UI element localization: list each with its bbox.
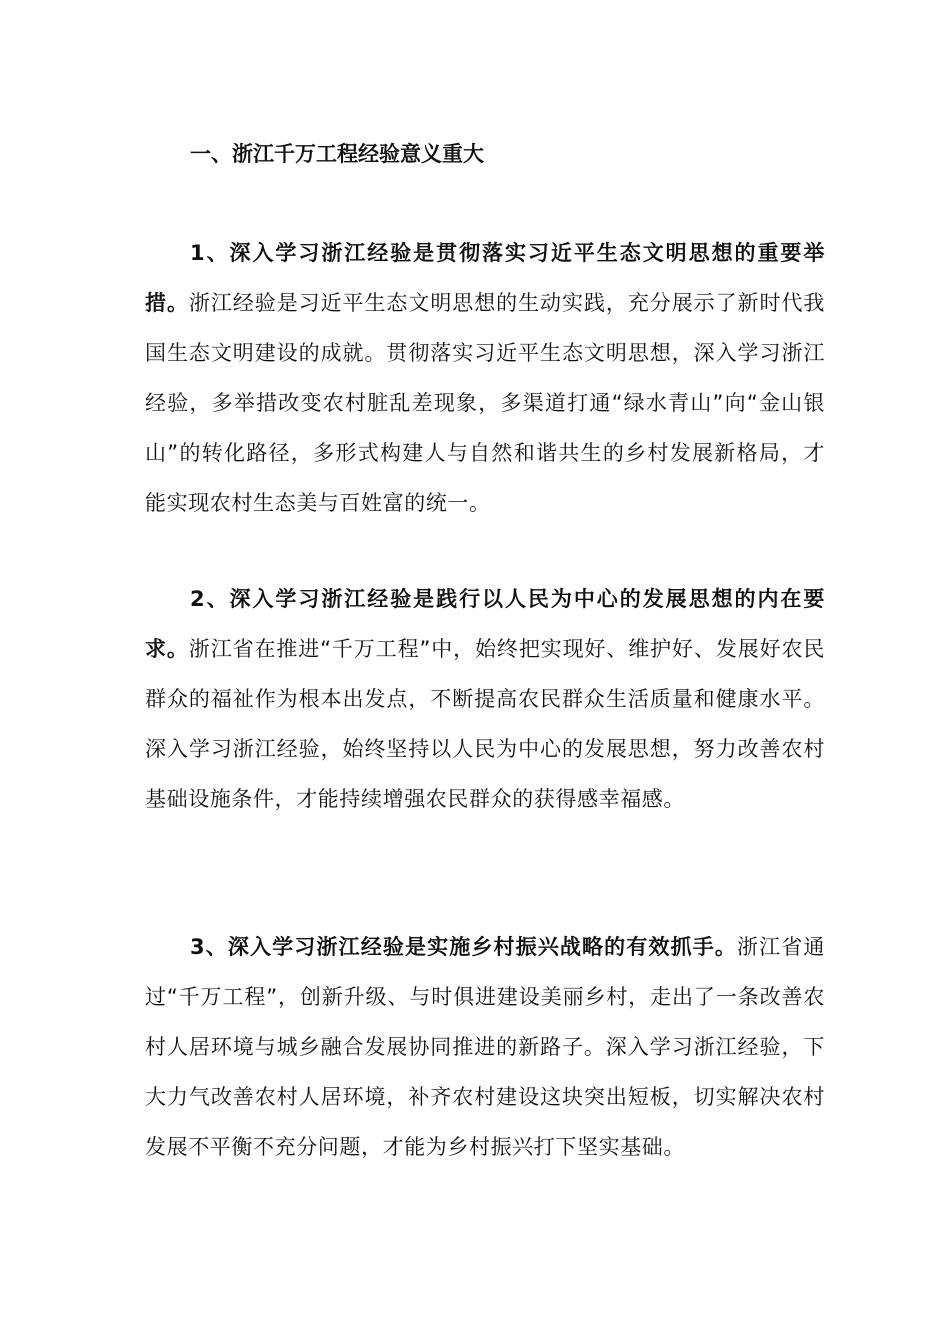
paragraph-3-body: 浙江省通过“千万工程”，创新升级、与时俱进建设美丽乡村，走出了一条改善农村人居环境与城乡融合发展协同推进的新路子。深入学习浙江经验，下大力气改善农村人居环境，补齐农村建设这块突出短板，切实解决农村发展不平衡不充分问题，才能为乡村振兴打下坚实基础。 [145,935,826,1159]
paragraph-3 [145,922,825,1172]
paragraph-1-body: 浙江经验是习近平生态文明思想的生动实践，充分展示了新时代我国生态文明建设的成就。贯彻落实习近平生态文明思想，深入学习浙江经验，多举措改变农村脏乱差现象，多渠道打通“绿水青山”向“金山银山”的转化路径，多形式构建人与自然和谐共生的乡村发展新格局，才能实现农村生态美与百姓富的统一。 [145,291,826,515]
paragraph-2 [145,574,825,824]
paragraph-3-lead: 3、深入学习浙江经验是实施乡村振兴战略的有效抓手。 [190,935,737,959]
paragraph-2-lead: 2、深入学习浙江经验是践行以人民为中心的发展思想的内在要求。 [145,587,825,661]
paragraph-1-lead: 1、深入学习浙江经验是贯彻落实习近平生态文明思想的重要举措。 [145,241,825,315]
section-heading: 一、浙江千万工程经验意义重大 [190,142,484,166]
paragraph-1 [145,228,825,528]
paragraph-2-body: 浙江省在推进“千万工程”中，始终把实现好、维护好、发展好农民群众的福祉作为根本出发点，不断提高农民群众生活质量和健康水平。深入学习浙江经验，始终坚持以人民为中心的发展思想，努力改善农村基础设施条件，才能持续增强农民群众的获得感幸福感。 [145,637,826,811]
